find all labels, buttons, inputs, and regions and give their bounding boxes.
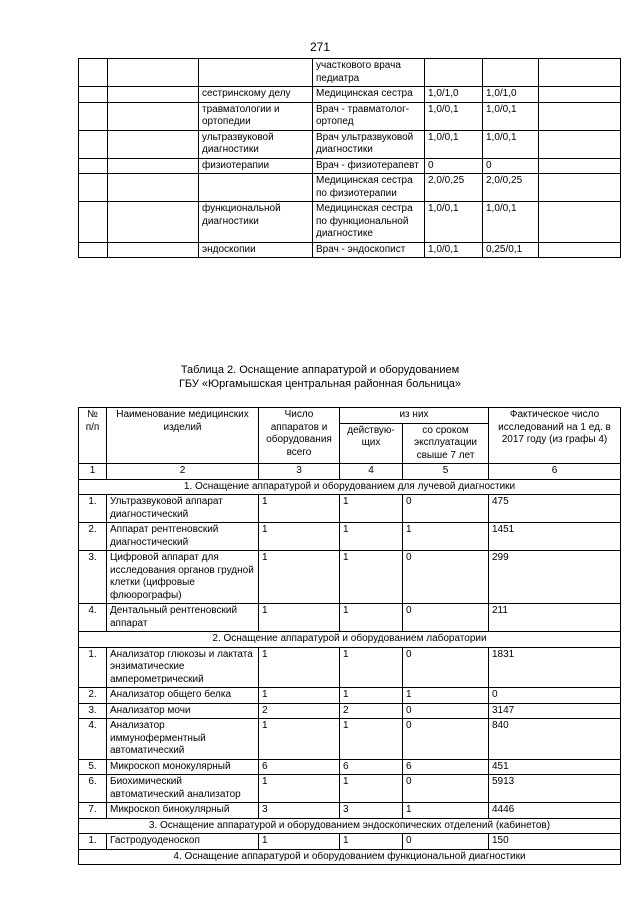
- studies-count: 4446: [489, 803, 621, 819]
- studies-count: 475: [489, 495, 621, 523]
- device-name: Анализатор общего белка: [107, 688, 259, 704]
- header-num: № п/п: [79, 408, 107, 464]
- active-count: 1: [340, 647, 403, 688]
- header-old: со сроком эксплуатации свыше 7 лет: [403, 423, 489, 464]
- rate-cell: 1,0/1,0: [425, 87, 483, 103]
- empty-cell: [539, 174, 621, 202]
- empty-cell: [539, 102, 621, 130]
- staff-position-cell: Медицинская сестра: [313, 87, 425, 103]
- rate-cell: 1,0/0,1: [483, 102, 539, 130]
- staff-position-cell: Врач - травматолог-ортопед: [313, 102, 425, 130]
- table-row: [79, 703, 621, 719]
- old-count: 0: [403, 551, 489, 604]
- device-name: Ультразвуковой аппарат диагностический: [107, 495, 259, 523]
- old-count: 0: [403, 647, 489, 688]
- active-count: 1: [340, 495, 403, 523]
- old-count: 0: [403, 719, 489, 760]
- table-row: [79, 130, 621, 158]
- table-row: [79, 87, 621, 103]
- empty-cell: [79, 102, 108, 130]
- table-row: [79, 834, 621, 850]
- col-number-3: 3: [259, 464, 340, 480]
- total-count: 1: [259, 604, 340, 632]
- empty-cell: [108, 87, 199, 103]
- header-active: действую-щих: [340, 423, 403, 464]
- row-number: 6.: [79, 775, 107, 803]
- device-name: Анализатор иммуноферментный автоматический: [107, 719, 259, 760]
- section-row: [79, 632, 621, 648]
- device-name: Микроскоп монокулярный: [107, 759, 259, 775]
- total-count: 3: [259, 803, 340, 819]
- empty-cell: [79, 130, 108, 158]
- department-cell: физиотерапии: [199, 158, 313, 174]
- old-count: 0: [403, 495, 489, 523]
- studies-count: 840: [489, 719, 621, 760]
- empty-cell: [79, 242, 108, 258]
- section-title: 1. Оснащение аппаратурой и оборудованием для лучевой диагностики: [79, 479, 621, 495]
- total-count: 2: [259, 703, 340, 719]
- col-number-5: 5: [403, 464, 489, 480]
- row-number: 1.: [79, 495, 107, 523]
- section-row: [79, 818, 621, 834]
- department-cell: сестринскому делу: [199, 87, 313, 103]
- empty-cell: [539, 59, 621, 87]
- table-row: [79, 242, 621, 258]
- rate-cell: 1,0/0,1: [425, 102, 483, 130]
- section-title: 4. Оснащение аппаратурой и оборудованием функциональной диагностики: [79, 849, 621, 865]
- row-number: 2.: [79, 523, 107, 551]
- table-row: [79, 102, 621, 130]
- total-count: 1: [259, 719, 340, 760]
- rate-cell: 1,0/0,1: [483, 202, 539, 243]
- empty-cell: [79, 202, 108, 243]
- table-row: [79, 59, 621, 87]
- active-count: 1: [340, 604, 403, 632]
- equipment-table: [78, 407, 621, 865]
- device-name: Анализатор мочи: [107, 703, 259, 719]
- table-row: [79, 551, 621, 604]
- row-number: 4.: [79, 604, 107, 632]
- total-count: 1: [259, 495, 340, 523]
- active-count: 3: [340, 803, 403, 819]
- staff-position-cell: Медицинская сестра по физиотерапии: [313, 174, 425, 202]
- total-count: 1: [259, 688, 340, 704]
- active-count: 1: [340, 834, 403, 850]
- rate-cell: 1,0/0,1: [483, 130, 539, 158]
- staff-position-cell: Врач - физиотерапевт: [313, 158, 425, 174]
- department-cell: [199, 174, 313, 202]
- studies-count: 0: [489, 688, 621, 704]
- table-row: [79, 719, 621, 760]
- old-count: 6: [403, 759, 489, 775]
- row-number: 4.: [79, 719, 107, 760]
- rate-cell: 2,0/0,25: [425, 174, 483, 202]
- department-cell: травматологии и ортопедии: [199, 102, 313, 130]
- device-name: Гастродуоденоскоп: [107, 834, 259, 850]
- table-row: [79, 604, 621, 632]
- empty-cell: [108, 242, 199, 258]
- table-row: [79, 158, 621, 174]
- empty-cell: [108, 158, 199, 174]
- empty-cell: [539, 130, 621, 158]
- section-title: 2. Оснащение аппаратурой и оборудованием лаборатории: [79, 632, 621, 648]
- table-row: [79, 775, 621, 803]
- old-count: 0: [403, 703, 489, 719]
- studies-count: 451: [489, 759, 621, 775]
- row-number: 3.: [79, 703, 107, 719]
- empty-cell: [108, 102, 199, 130]
- staff-table: [78, 58, 621, 258]
- table-row: [79, 523, 621, 551]
- department-cell: ультразвуковой диагностики: [199, 130, 313, 158]
- rate-cell: 1,0/0,1: [425, 130, 483, 158]
- total-count: 6: [259, 759, 340, 775]
- active-count: 1: [340, 523, 403, 551]
- empty-cell: [108, 202, 199, 243]
- empty-cell: [79, 174, 108, 202]
- empty-cell: [539, 158, 621, 174]
- row-number: 1.: [79, 834, 107, 850]
- table-row: [79, 759, 621, 775]
- staff-position-cell: Врач - эндоскопист: [313, 242, 425, 258]
- department-cell: функциональной диагностики: [199, 202, 313, 243]
- table-row: [79, 688, 621, 704]
- empty-cell: [79, 87, 108, 103]
- section-row: [79, 479, 621, 495]
- old-count: 0: [403, 775, 489, 803]
- row-number: 5.: [79, 759, 107, 775]
- empty-cell: [79, 158, 108, 174]
- rate-cell: [425, 59, 483, 87]
- header-count: Число аппаратов и оборудования всего: [259, 408, 340, 464]
- table-row: [79, 495, 621, 523]
- header-of-them: из них: [340, 408, 489, 424]
- col-number-6: 6: [489, 464, 621, 480]
- studies-count: 150: [489, 834, 621, 850]
- empty-cell: [79, 59, 108, 87]
- device-name: Дентальный рентгеновский аппарат: [107, 604, 259, 632]
- device-name: Цифровой аппарат для исследования органов грудной клетки (цифровые флюорографы): [107, 551, 259, 604]
- total-count: 1: [259, 647, 340, 688]
- studies-count: 1831: [489, 647, 621, 688]
- device-name: Микроскоп бинокулярный: [107, 803, 259, 819]
- col-number-4: 4: [340, 464, 403, 480]
- table-row: [79, 647, 621, 688]
- rate-cell: 1,0/0,1: [425, 202, 483, 243]
- empty-cell: [108, 174, 199, 202]
- empty-cell: [108, 59, 199, 87]
- active-count: 6: [340, 759, 403, 775]
- page-number: 271: [309, 40, 331, 54]
- staff-position-cell: Медицинская сестра по функциональной диагностике: [313, 202, 425, 243]
- row-number: 2.: [79, 688, 107, 704]
- staff-position-cell: Врач ультразвуковой диагностики: [313, 130, 425, 158]
- empty-cell: [539, 242, 621, 258]
- device-name: Аппарат рентгеновский диагностический: [107, 523, 259, 551]
- active-count: 1: [340, 551, 403, 604]
- rate-cell: 1,0/0,1: [425, 242, 483, 258]
- studies-count: 211: [489, 604, 621, 632]
- old-count: 0: [403, 604, 489, 632]
- old-count: 1: [403, 688, 489, 704]
- studies-count: 5913: [489, 775, 621, 803]
- table-row: [79, 803, 621, 819]
- rate-cell: 0: [483, 158, 539, 174]
- header-name: Наименование медицинских изделий: [107, 408, 259, 464]
- studies-count: 299: [489, 551, 621, 604]
- rate-cell: 0: [425, 158, 483, 174]
- col-number-2: 2: [107, 464, 259, 480]
- studies-count: 1451: [489, 523, 621, 551]
- empty-cell: [539, 202, 621, 243]
- table-row: [79, 174, 621, 202]
- device-name: Анализатор глюкозы и лактата энзиматические амперометрический: [107, 647, 259, 688]
- row-number: 3.: [79, 551, 107, 604]
- old-count: 1: [403, 523, 489, 551]
- old-count: 0: [403, 834, 489, 850]
- active-count: 1: [340, 688, 403, 704]
- rate-cell: [483, 59, 539, 87]
- table2-caption-line1: Таблица 2. Оснащение аппаратурой и оборудованием: [180, 364, 460, 376]
- empty-cell: [539, 87, 621, 103]
- old-count: 1: [403, 803, 489, 819]
- col-number-1: 1: [79, 464, 107, 480]
- department-cell: эндоскопии: [199, 242, 313, 258]
- header-studies: Фактическое число исследований на 1 ед. в 2017 году (из графы 4): [489, 408, 621, 464]
- section-title: 3. Оснащение аппаратурой и оборудованием эндоскопических отделений (кабинетов): [79, 818, 621, 834]
- device-name: Биохимический автоматический анализатор: [107, 775, 259, 803]
- total-count: 1: [259, 834, 340, 850]
- section-row: [79, 849, 621, 865]
- rate-cell: 2,0/0,25: [483, 174, 539, 202]
- rate-cell: 0,25/0,1: [483, 242, 539, 258]
- department-cell: [199, 59, 313, 87]
- row-number: 7.: [79, 803, 107, 819]
- table-row: [79, 202, 621, 243]
- total-count: 1: [259, 775, 340, 803]
- active-count: 2: [340, 703, 403, 719]
- row-number: 1.: [79, 647, 107, 688]
- table2-caption-line2: ГБУ «Юргамышская центральная районная больница»: [178, 378, 462, 390]
- studies-count: 3147: [489, 703, 621, 719]
- rate-cell: 1,0/1,0: [483, 87, 539, 103]
- active-count: 1: [340, 719, 403, 760]
- total-count: 1: [259, 523, 340, 551]
- active-count: 1: [340, 775, 403, 803]
- staff-position-cell: участкового врача педиатра: [313, 59, 425, 87]
- total-count: 1: [259, 551, 340, 604]
- empty-cell: [108, 130, 199, 158]
